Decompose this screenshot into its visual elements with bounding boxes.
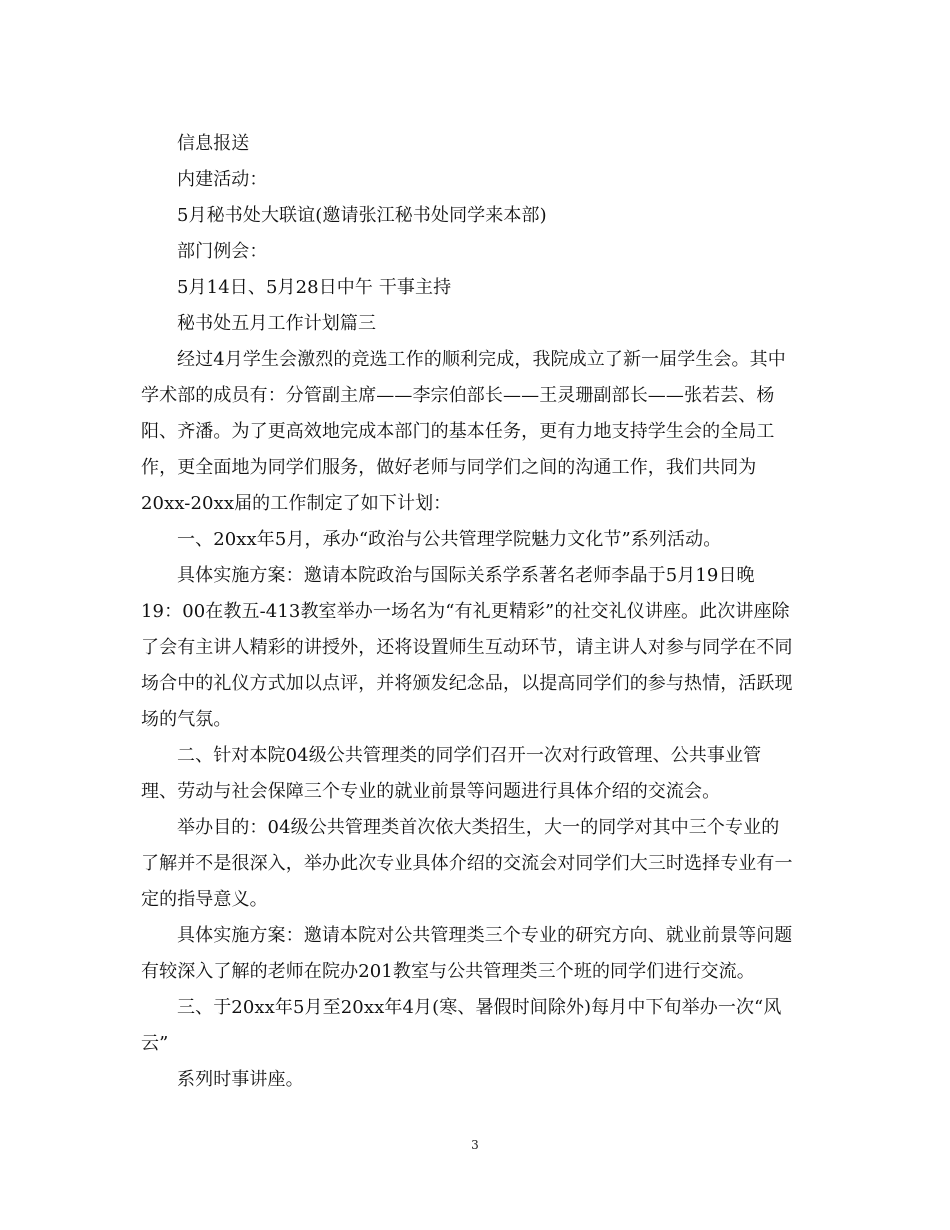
text-line: 理、劳动与社会保障三个专业的就业前景等问题进行具体介绍的交流会。 bbox=[141, 781, 721, 802]
text-line: 19：00在教五-413教室举办一场名为“有礼更精彩”的社交礼仪讲座。此次讲座除 bbox=[141, 601, 790, 622]
text-line: 有较深入了解的老师在院办201教室与公共管理类三个班的同学们进行交流。 bbox=[141, 961, 755, 982]
text-line: 5月秘书处大联谊(邀请张江秘书处同学来本部) bbox=[177, 205, 547, 226]
text-line: 云” bbox=[141, 1033, 169, 1054]
text-line: 定的指导意义。 bbox=[141, 889, 268, 910]
text-line: 内建活动： bbox=[177, 169, 268, 190]
text-line: 20xx-20xx届的工作制定了如下计划： bbox=[141, 493, 452, 514]
text-line: 秘书处五月工作计划篇三 bbox=[177, 313, 377, 334]
text-line: 一、20xx年5月，承办“政治与公共管理学院魅力文化节”系列活动。 bbox=[177, 529, 722, 550]
text-line: 具体实施方案：邀请本院政治与国际关系学系著名老师李晶于5月19日晚 bbox=[177, 565, 755, 586]
text-line: 作，更全面地为同学们服务，做好老师与同学们之间的沟通工作，我们共同为 bbox=[141, 457, 757, 478]
text-line: 三、于20xx年5月至20xx年4月(寒、暑假时间除外)每月中下旬举办一次“风 bbox=[177, 997, 782, 1018]
text-line: 经过4月学生会激烈的竞选工作的顺利完成，我院成立了新一届学生会。其中 bbox=[177, 349, 786, 370]
text-line: 阳、齐潘。为了更高效地完成本部门的基本任务，更有力地支持学生会的全局工 bbox=[141, 421, 775, 442]
text-line: 举办目的：04级公共管理类首次依大类招生，大一的同学对其中三个专业的 bbox=[177, 817, 780, 838]
text-line: 系列时事讲座。 bbox=[177, 1069, 304, 1090]
text-line: 学术部的成员有：分管副主席——李宗伯部长——王灵珊副部长——张若芸、杨 bbox=[141, 385, 775, 406]
text-line: 了会有主讲人精彩的讲授外，还将设置师生互动环节，请主讲人对参与同学在不同 bbox=[141, 637, 793, 658]
text-line: 部门例会： bbox=[177, 241, 268, 262]
text-line: 具体实施方案：邀请本院对公共管理类三个专业的研究方向、就业前景等问题 bbox=[177, 925, 793, 946]
document-body bbox=[141, 126, 811, 1098]
text-line: 了解并不是很深入，举办此次专业具体介绍的交流会对同学们大三时选择专业有一 bbox=[141, 853, 793, 874]
text-line: 场的气氛。 bbox=[141, 709, 232, 730]
text-line: 场合中的礼仪方式加以点评，并将颁发纪念品，以提高同学们的参与热情，活跃现 bbox=[141, 673, 793, 694]
text-line: 5月14日、5月28日中午 干事主持 bbox=[177, 277, 452, 298]
text-line: 信息报送 bbox=[177, 133, 250, 154]
text-line: 二、针对本院04级公共管理类的同学们召开一次对行政管理、公共事业管 bbox=[177, 745, 762, 766]
page-number: 3 bbox=[471, 1138, 479, 1152]
